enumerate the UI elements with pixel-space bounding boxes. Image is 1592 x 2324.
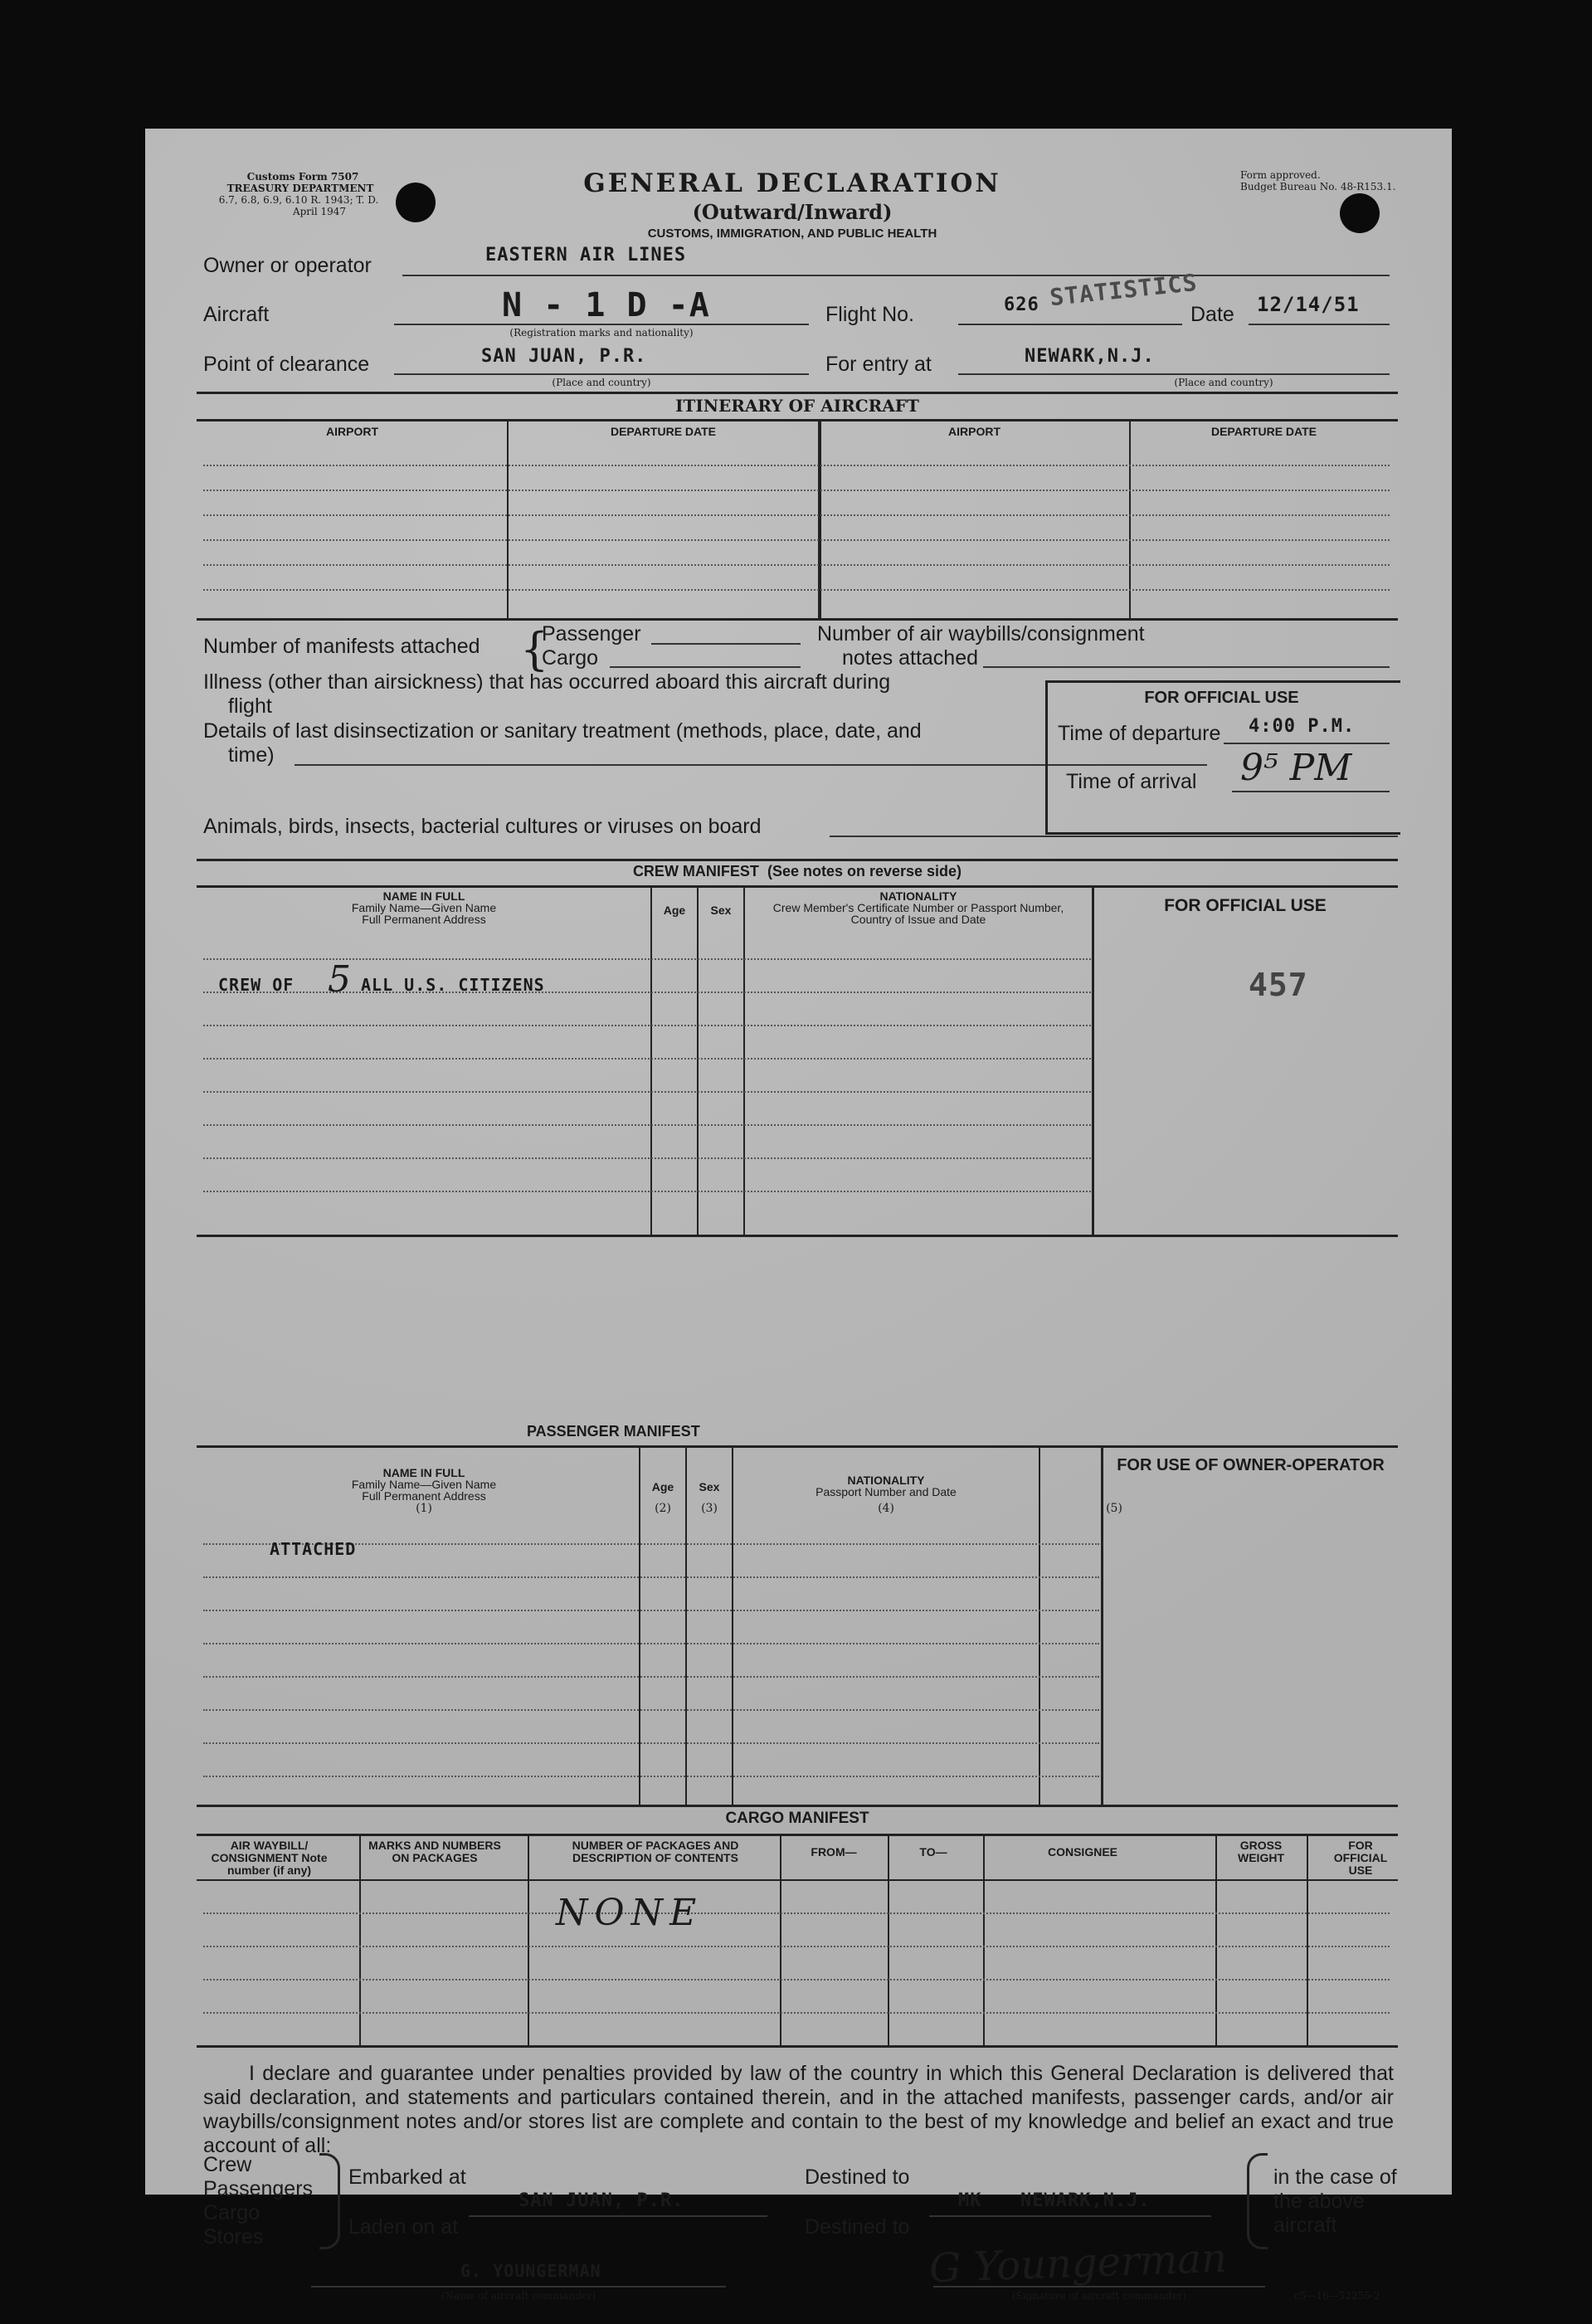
- cargo-col-official: FOR OFFICIAL USE: [1333, 1839, 1388, 1877]
- commander-signature: G Youngerman: [928, 2234, 1228, 2292]
- departure-value: 4:00 P.M.: [1249, 716, 1356, 737]
- aircraft-caption: (Registration marks and nationality): [509, 327, 694, 339]
- crew-entry-text: ALL U.S. CITIZENS: [361, 975, 545, 995]
- crew-title: CREW MANIFEST (See notes on reverse side): [632, 863, 962, 879]
- official-use-title: FOR OFFICIAL USE: [1144, 689, 1299, 707]
- crew-official-number: 457: [1249, 967, 1308, 1003]
- clearance-value: SAN JUAN, P.R.: [481, 346, 647, 367]
- passenger-title: PASSENGER MANIFEST: [527, 1423, 700, 1440]
- arrival-label: Time of arrival: [1066, 770, 1197, 793]
- cargo-col-weight: GROSS WEIGHT: [1238, 1839, 1284, 1864]
- punch-hole: [396, 183, 436, 222]
- entry-label: For entry at: [825, 353, 932, 376]
- illness-label: Illness (other than airsickness) that has occurred aboard this aircraft during: [203, 670, 891, 694]
- form-subtitle-2: CUSTOMS, IMMIGRATION, AND PUBLIC HEALTH: [647, 227, 937, 241]
- declaration-form: Customs Form 7507 TREASURY DEPARTMENT 6.7, 6.8, 6.9, 6.10 R. 1943; T. D. April 1947 GENERAL DECLARATION (Outward/Inward) CUSTOMS, IMMIGRATION, AND PUBLIC HEALTH Form approved. Budget Bureau No. 48-R153.1. Owner or operator EASTERN AIR LINES Aircraft N - 1 D -A (Registration marks and nationality) Flight No. 626 STATISTICS Date 12/14/51 Point of clearance SAN JUAN, P.R. (Place and country) For entry at NEWARK,N.J. (Place and country) ITINERARY OF AIRCRAFT AIRPORT DEPARTURE DATE AIRPORT DEPARTURE DATE Number of manifests attached { Passenger Cargo Number of air waybills/consignment notes attached Illness (other than airsickness) that has occurred aboard this aircraft during flight Details of last disinsectization or sanitary treatment (methods, place, date, and time) Animals, birds, insects, bacterial cultures or viruses on board FOR OFFICIAL USE Time of departure 4:00 P.M. Time of arrival 9⁵ PM CREW MANIFEST (See notes on reverse side) NAME IN FULL Family Name—Given Name Full Permanent Address Age Sex NATIONALITY Crew Member's Certificate Number or Passport Number, Country of Issue and Date FOR OFFICIAL USE CREW OF 5 ALL U.S. CITIZENS 457 PASSENGER MANIFEST NAME IN FULL Family Name—Given Name Full Permanent Address (1) Age (2) Sex (3) NATIONALITY Passport Number and Date (4) (5) FOR USE OF OWNER-OPERATOR ATTACHED CARGO MANIFEST AIR WAYBILL/ CONSIGNMENT Note number (if any) MARKS AND NUMBERS ON PACKAGES NUMBER OF PACKAGES AND DESCRIPTION OF CONTENTS FROM— TO— CONSIGNEE GROSS WEIGHT FOR OFFICIAL USE NONE I declare and guarantee under penalties provided by law of the country in which this General Declaration is delivered that said declaration, and statements and particulars contained therein, and in the attached manifests, passenger cards, and/or air waybills/consignment notes and/or stores list are complete and contain to the best of my knowledge and belief an exact and true account of all: Crew Passengers Cargo Stores Embarked at SAN JUAN, P.R. Laden on at Destined to Destined to MK NEWARK,N.J. in the case of the above aircraft G. YOUNGERMAN (Name of aircraft commander) G Youngerman (Signature of aircraft commander) c5—16—52255-2: [145, 129, 1452, 2195]
- aircraft-label: Aircraft: [203, 303, 270, 326]
- crew-official-use: FOR OFFICIAL USE: [1164, 896, 1327, 915]
- commander-name: G. YOUNGERMAN: [460, 2261, 601, 2281]
- passenger-entry: ATTACHED: [270, 1539, 357, 1559]
- destined-prefix: MK: [958, 2190, 982, 2211]
- passenger-col-name-2: Family Name—Given Name: [351, 1478, 497, 1491]
- declaration-items: Crew Passengers Cargo Stores: [203, 2153, 314, 2248]
- cargo-col-consignee: CONSIGNEE: [1047, 1845, 1117, 1859]
- cargo-col-marks: MARKS AND NUMBERS ON PACKAGES: [368, 1839, 501, 1864]
- aircraft-value: N - 1 D -A: [502, 286, 710, 324]
- embarked-label: Embarked at: [348, 2166, 466, 2189]
- destined-value: NEWARK,N.J.: [1020, 2190, 1151, 2211]
- punch-hole: [1340, 193, 1380, 233]
- crew-col-sex: Sex: [710, 904, 732, 917]
- disinsect-label: Details of last disinsectization or sanitary treatment (methods, place, date, and: [203, 719, 922, 743]
- owner-value: EASTERN AIR LINES: [485, 245, 687, 266]
- crew-col-name-3: Full Permanent Address: [362, 913, 486, 926]
- cargo-label: Cargo: [542, 646, 599, 670]
- cargo-col-waybill: AIR WAYBILL/ CONSIGNMENT Note number (if any): [211, 1839, 328, 1877]
- illness-label-2: flight: [228, 694, 272, 718]
- crew-col-name-2: Family Name—Given Name: [351, 901, 497, 914]
- case-text: in the case of the above aircraft: [1273, 2166, 1397, 2237]
- animals-label: Animals, birds, insects, bacterial cultures or viruses on board: [203, 815, 762, 838]
- passenger-col-name-no: (1): [416, 1502, 432, 1515]
- passenger-col-age-no: (2): [655, 1502, 671, 1515]
- itinerary-col-airport-1: AIRPORT: [326, 425, 378, 438]
- waybills-label-2: notes attached: [842, 646, 979, 670]
- clearance-label: Point of clearance: [203, 353, 370, 376]
- crew-col-nationality: NATIONALITY: [879, 889, 957, 903]
- declaration-text: I declare and guarantee under penalties provided by law of the country in which this General Declaration is delivered that said declaration, and statements and particulars contained therein, and in the attached manifests, passenger cards, and/or air waybills/consignment notes and/or stores list are complete and contain to the best of my knowledge and belief an exact and true account of all:: [203, 2062, 1394, 2157]
- form-refs: 6.7, 6.8, 6.9, 6.10 R. 1943; T. D.: [218, 194, 379, 206]
- form-number: Customs Form 7507: [246, 171, 359, 183]
- cargo-col-to: TO—: [919, 1845, 947, 1859]
- print-code: c5—16—52255-2: [1294, 2290, 1380, 2302]
- passenger-col-age: Age: [651, 1480, 674, 1493]
- passenger-col-nationality: NATIONALITY: [847, 1474, 925, 1487]
- date-label: Date: [1190, 303, 1234, 326]
- passenger-col-sex-no: (3): [701, 1502, 718, 1515]
- passenger-col-sex: Sex: [699, 1480, 720, 1493]
- date-value: 12/14/51: [1257, 293, 1360, 316]
- crew-count: 5: [328, 958, 351, 1001]
- form-date: April 1947: [292, 206, 347, 217]
- crew-col-name: NAME IN FULL: [382, 889, 465, 903]
- itinerary-col-date-1: DEPARTURE DATE: [610, 425, 717, 438]
- arrival-value: 9⁵ PM: [1240, 747, 1352, 789]
- form-approved: Form approved.: [1240, 169, 1321, 181]
- cargo-title: CARGO MANIFEST: [725, 1810, 869, 1827]
- passenger-col-nationality-no: (4): [878, 1502, 894, 1515]
- entry-value: NEWARK,N.J.: [1025, 346, 1155, 367]
- entry-caption: (Place and country): [1174, 377, 1273, 388]
- flight-label: Flight No.: [825, 303, 914, 326]
- passenger-label: Passenger: [542, 622, 641, 646]
- disinsect-label-2: time): [228, 743, 275, 767]
- passenger-col-5-no: (5): [1106, 1502, 1122, 1515]
- embarked-value: SAN JUAN, P.R.: [518, 2190, 684, 2211]
- commander-name-caption: (Name of aircraft commander): [441, 2290, 596, 2302]
- cargo-entry: NONE: [556, 1892, 703, 1934]
- clearance-caption: (Place and country): [552, 377, 651, 388]
- budget-number: Budget Bureau No. 48-R153.1.: [1240, 181, 1396, 192]
- itinerary-col-airport-2: AIRPORT: [948, 425, 1000, 438]
- crew-entry-prefix: CREW OF: [218, 975, 295, 995]
- departure-label: Time of departure: [1058, 722, 1221, 745]
- signature-caption: (Signature of aircraft commander): [1011, 2290, 1187, 2302]
- form-subtitle: (Outward/Inward): [692, 200, 893, 224]
- destined-label: Destined to: [805, 2166, 910, 2189]
- passenger-col-nationality-2: Passport Number and Date: [815, 1485, 957, 1498]
- form-department: TREASURY DEPARTMENT: [226, 183, 374, 194]
- crew-col-nationality-2: Crew Member's Certificate Number or Passport Number,: [772, 901, 1064, 914]
- crew-col-nationality-3: Country of Issue and Date: [850, 913, 986, 926]
- itinerary-col-date-2: DEPARTURE DATE: [1210, 425, 1317, 438]
- itinerary-title: ITINERARY OF AIRCRAFT: [675, 396, 919, 416]
- passenger-col-name-3: Full Permanent Address: [362, 1489, 486, 1503]
- cargo-col-packages: NUMBER OF PACKAGES AND DESCRIPTION OF CONTENTS: [572, 1839, 739, 1864]
- owner-operator-use: FOR USE OF OWNER-OPERATOR: [1117, 1456, 1385, 1474]
- laden-label: Laden on at: [348, 2215, 459, 2239]
- crew-col-age: Age: [663, 904, 686, 917]
- form-title: GENERAL DECLARATION: [583, 168, 1001, 198]
- cargo-col-from: FROM—: [811, 1845, 857, 1859]
- flight-value: 626: [1004, 295, 1039, 315]
- waybills-label: Number of air waybills/consignment: [817, 622, 1145, 646]
- statistics-stamp: STATISTICS: [1048, 268, 1199, 312]
- passenger-col-name: NAME IN FULL: [382, 1466, 465, 1479]
- owner-label: Owner or operator: [203, 254, 372, 277]
- manifests-label: Number of manifests attached: [203, 635, 480, 658]
- destined-label-2: Destined to: [805, 2215, 910, 2239]
